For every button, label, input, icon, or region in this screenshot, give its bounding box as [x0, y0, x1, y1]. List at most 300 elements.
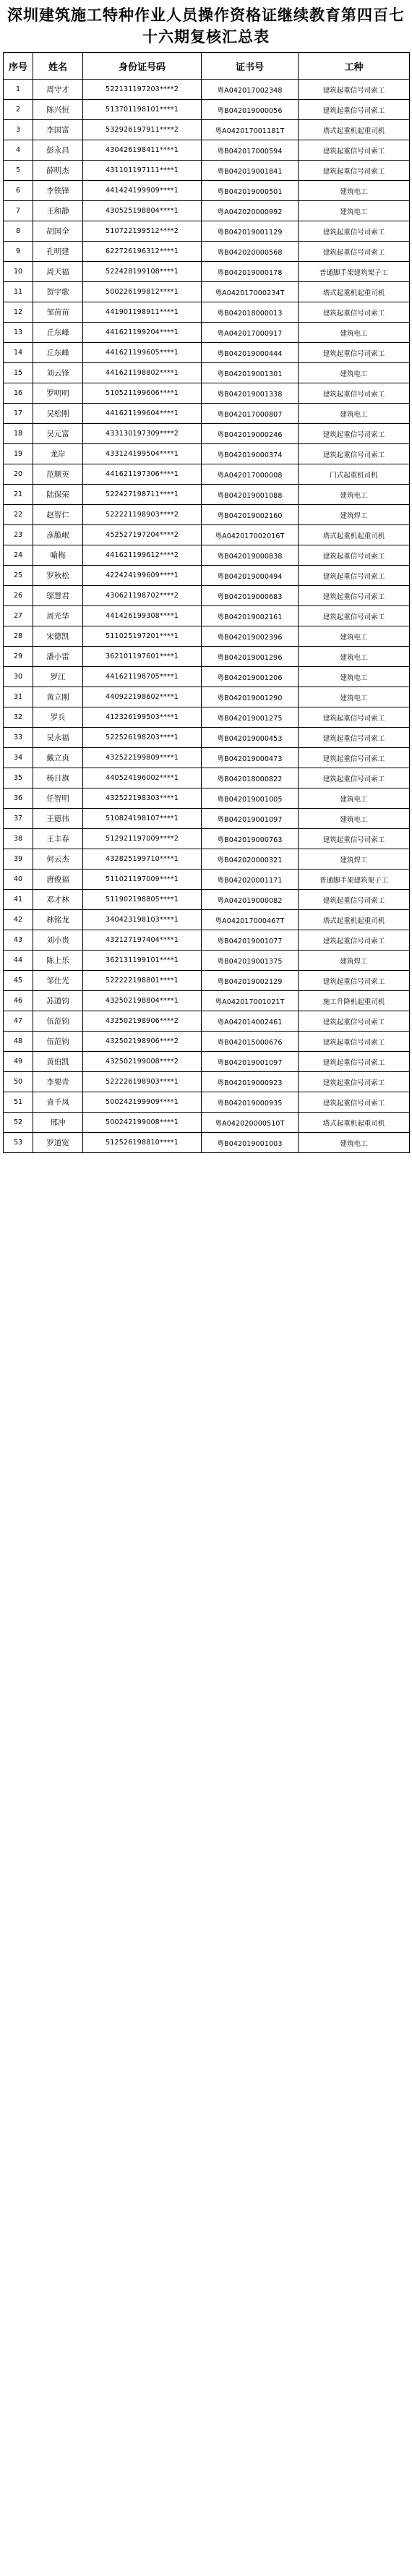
name-cell: 伍范钧 [33, 1011, 83, 1032]
id-cell: 522427198711****1 [83, 485, 202, 505]
type-cell: 建筑起重信号司索工 [299, 1052, 410, 1072]
name-cell: 唐俊福 [33, 870, 83, 890]
cert-cell: 粤B042019002160 [202, 505, 299, 525]
table-row [4, 788, 410, 809]
table-row [4, 221, 410, 242]
type-cell: 建筑电工 [299, 1133, 410, 1153]
cert-cell: 粤B042019000923 [202, 1072, 299, 1092]
type-cell: 建筑起重信号司索工 [299, 1032, 410, 1052]
type-cell: 建筑起重信号司索工 [299, 100, 410, 120]
table-row [4, 829, 410, 849]
name-cell: 伍范钧 [33, 1032, 83, 1052]
type-cell: 施工升降机起重司机 [299, 991, 410, 1011]
type-cell: 塔式起重机起重司机 [299, 525, 410, 545]
no-cell: 36 [4, 788, 33, 809]
no-cell: 53 [4, 1133, 33, 1153]
name-cell: 潘小雷 [33, 647, 83, 667]
name-cell: 丘东峰 [33, 343, 83, 363]
cert-cell: 粤A042017001021T [202, 991, 299, 1011]
type-cell: 建筑电工 [299, 788, 410, 809]
no-cell: 9 [4, 242, 33, 262]
id-cell: 522221198903****2 [83, 505, 202, 525]
name-cell: 孔明建 [33, 242, 83, 262]
no-cell: 11 [4, 282, 33, 302]
table-row [4, 282, 410, 302]
cert-cell: 粤B042019001375 [202, 951, 299, 971]
no-cell: 18 [4, 424, 33, 444]
table-row [4, 80, 410, 100]
no-cell: 4 [4, 140, 33, 161]
type-cell: 建筑起重信号司索工 [299, 1011, 410, 1032]
column-header-no: 序号 [4, 53, 33, 80]
cert-cell: 粤B042019000763 [202, 829, 299, 849]
table-row [4, 566, 410, 586]
type-cell: 建筑电工 [299, 647, 410, 667]
id-cell: 500242199909****1 [83, 1092, 202, 1113]
type-cell: 建筑电工 [299, 404, 410, 424]
id-cell: 510824198107****1 [83, 809, 202, 829]
name-cell: 王德伟 [33, 809, 83, 829]
cert-cell: 粤B042019001097 [202, 809, 299, 829]
id-cell: 422424199609****1 [83, 566, 202, 586]
type-cell: 建筑起重信号司索工 [299, 161, 410, 181]
id-cell: 431101197111****1 [83, 161, 202, 181]
type-cell: 建筑电工 [299, 626, 410, 647]
table-row [4, 586, 410, 606]
name-cell: 罗江 [33, 667, 83, 687]
no-cell: 45 [4, 971, 33, 991]
cert-cell: 粤B042019001275 [202, 707, 299, 728]
no-cell: 21 [4, 485, 33, 505]
name-cell: 喻梅 [33, 545, 83, 566]
cert-cell: 粤A042017000917 [202, 323, 299, 343]
cert-cell: 粤B042019000056 [202, 100, 299, 120]
table-row [4, 100, 410, 120]
type-cell: 建筑起重信号司索工 [299, 545, 410, 566]
type-cell: 门式起重机司机 [299, 464, 410, 485]
cert-cell: 粤B042019000473 [202, 748, 299, 768]
no-cell: 37 [4, 809, 33, 829]
name-cell: 宋德凯 [33, 626, 83, 647]
no-cell: 12 [4, 302, 33, 323]
cert-cell: 粤B042019001088 [202, 485, 299, 505]
table-row [4, 687, 410, 707]
name-cell: 戴立贞 [33, 748, 83, 768]
id-cell: 340423198103****1 [83, 910, 202, 930]
cert-cell: 粤B042019001005 [202, 788, 299, 809]
name-cell: 彭永昌 [33, 140, 83, 161]
no-cell: 15 [4, 363, 33, 383]
cert-cell: 粤B042019000453 [202, 728, 299, 748]
id-cell: 441621198705****1 [83, 667, 202, 687]
no-cell: 23 [4, 525, 33, 545]
name-cell: 李要青 [33, 1072, 83, 1092]
id-cell: 511021197009****1 [83, 870, 202, 890]
id-cell: 622726196312****1 [83, 242, 202, 262]
id-cell: 362101197601****1 [83, 647, 202, 667]
table-body [4, 80, 410, 1153]
no-cell: 1 [4, 80, 33, 100]
name-cell: 胡国全 [33, 221, 83, 242]
table-row [4, 323, 410, 343]
id-cell: 441424199909****1 [83, 181, 202, 201]
table-row [4, 667, 410, 687]
cert-cell: 粤B042019000838 [202, 545, 299, 566]
name-cell: 袁千凤 [33, 1092, 83, 1113]
type-cell: 塔式起重机起重司机 [299, 282, 410, 302]
no-cell: 29 [4, 647, 33, 667]
cert-cell: 粤B042019002129 [202, 971, 299, 991]
column-header-type: 工种 [299, 53, 410, 80]
table-row [4, 1133, 410, 1153]
name-cell: 陆保荣 [33, 485, 83, 505]
table-row [4, 748, 410, 768]
cert-cell: 粤B042019000178 [202, 262, 299, 282]
name-cell: 薛明杰 [33, 161, 83, 181]
table-header-row [4, 53, 410, 80]
no-cell: 19 [4, 444, 33, 464]
id-cell: 440922198602****1 [83, 687, 202, 707]
no-cell: 33 [4, 728, 33, 748]
no-cell: 35 [4, 768, 33, 788]
name-cell: 杨日旗 [33, 768, 83, 788]
id-cell: 532926197911****2 [83, 120, 202, 140]
table-row [4, 525, 410, 545]
cert-cell: 粤B042019000444 [202, 343, 299, 363]
table-row [4, 242, 410, 262]
name-cell: 邓才林 [33, 890, 83, 910]
summary-table [3, 52, 410, 1153]
no-cell: 16 [4, 383, 33, 404]
id-cell: 432522199809****1 [83, 748, 202, 768]
id-cell: 441621199604****1 [83, 404, 202, 424]
cert-cell: 粤A042017000234T [202, 282, 299, 302]
name-cell: 周天福 [33, 262, 83, 282]
table-row [4, 181, 410, 201]
id-cell: 522131197203****2 [83, 80, 202, 100]
table-row [4, 1113, 410, 1133]
cert-cell: 粤B042019002396 [202, 626, 299, 647]
id-cell: 513701198101****1 [83, 100, 202, 120]
type-cell: 建筑起重信号司索工 [299, 566, 410, 586]
column-header-name: 姓名 [33, 53, 83, 80]
column-header-cert: 证书号 [202, 53, 299, 80]
table-row [4, 444, 410, 464]
name-cell: 罗秋松 [33, 566, 83, 586]
cert-cell: 粤B042019001338 [202, 383, 299, 404]
table-row [4, 890, 410, 910]
table-row [4, 464, 410, 485]
no-cell: 17 [4, 404, 33, 424]
table-row [4, 728, 410, 748]
id-cell: 362131199101****1 [83, 951, 202, 971]
table-row [4, 951, 410, 971]
name-cell: 邹仕光 [33, 971, 83, 991]
name-cell: 罗兵 [33, 707, 83, 728]
cert-cell: 粤B042019001841 [202, 161, 299, 181]
id-cell: 430426198411****1 [83, 140, 202, 161]
cert-cell: 粤B042020000568 [202, 242, 299, 262]
name-cell: 任智明 [33, 788, 83, 809]
id-cell: 432522198303****1 [83, 788, 202, 809]
type-cell: 建筑起重信号司索工 [299, 971, 410, 991]
cert-cell: 粤A042017000008 [202, 464, 299, 485]
type-cell: 建筑起重信号司索工 [299, 302, 410, 323]
id-cell: 412326199503****1 [83, 707, 202, 728]
table-row [4, 383, 410, 404]
no-cell: 3 [4, 120, 33, 140]
type-cell: 塔式起重机起重司机 [299, 120, 410, 140]
no-cell: 40 [4, 870, 33, 890]
id-cell: 511902198805****1 [83, 890, 202, 910]
no-cell: 52 [4, 1113, 33, 1133]
name-cell: 王和静 [33, 201, 83, 221]
no-cell: 46 [4, 991, 33, 1011]
id-cell: 511025197201****1 [83, 626, 202, 647]
type-cell: 建筑起重信号司索工 [299, 444, 410, 464]
cert-cell: 粤A042017000467T [202, 910, 299, 930]
table-row [4, 140, 410, 161]
type-cell: 建筑起重信号司索工 [299, 707, 410, 728]
id-cell: 510722199512****2 [83, 221, 202, 242]
name-cell: 罗道宽 [33, 1133, 83, 1153]
cert-cell: 粤A042019000082 [202, 890, 299, 910]
cert-cell: 粤B042019000374 [202, 444, 299, 464]
table-row [4, 363, 410, 383]
no-cell: 24 [4, 545, 33, 566]
id-cell: 432825199710****1 [83, 849, 202, 870]
table-row [4, 991, 410, 1011]
type-cell: 普通脚手架建筑架子工 [299, 870, 410, 890]
id-cell: 433124199504****1 [83, 444, 202, 464]
no-cell: 25 [4, 566, 33, 586]
id-cell: 432502199008****2 [83, 1052, 202, 1072]
table-row [4, 505, 410, 525]
id-cell: 440524196002****1 [83, 768, 202, 788]
id-cell: 441621198802****1 [83, 363, 202, 383]
table-row [4, 1052, 410, 1072]
name-cell: 林铭龙 [33, 910, 83, 930]
type-cell: 建筑电工 [299, 687, 410, 707]
type-cell: 建筑起重信号司索工 [299, 80, 410, 100]
no-cell: 41 [4, 890, 33, 910]
no-cell: 34 [4, 748, 33, 768]
cert-cell: 粤B042020000321 [202, 849, 299, 870]
type-cell: 建筑起重信号司索工 [299, 829, 410, 849]
type-cell: 建筑起重信号司索工 [299, 728, 410, 748]
id-cell: 522526198203****1 [83, 728, 202, 748]
no-cell: 5 [4, 161, 33, 181]
cert-cell: 粤A042017002016T [202, 525, 299, 545]
id-cell: 452527197204****2 [83, 525, 202, 545]
table-row [4, 302, 410, 323]
table-row [4, 971, 410, 991]
type-cell: 塔式起重机起重司机 [299, 910, 410, 930]
table-row [4, 343, 410, 363]
type-cell: 普通脚手架建筑架子工 [299, 262, 410, 282]
cert-cell: 粤A042020000992 [202, 201, 299, 221]
table-row [4, 404, 410, 424]
name-cell: 龙岸 [33, 444, 83, 464]
type-cell: 建筑起重信号司索工 [299, 383, 410, 404]
type-cell: 建筑电工 [299, 201, 410, 221]
cert-cell: 粤B042017000594 [202, 140, 299, 161]
name-cell: 吴永福 [33, 728, 83, 748]
name-cell: 周光华 [33, 606, 83, 626]
type-cell: 塔式起重机起重司机 [299, 1113, 410, 1133]
no-cell: 10 [4, 262, 33, 282]
name-cell: 王丰春 [33, 829, 83, 849]
name-cell: 苏道钧 [33, 991, 83, 1011]
cert-cell: 粤B042018000822 [202, 768, 299, 788]
cert-cell: 粤B042019000935 [202, 1092, 299, 1113]
no-cell: 13 [4, 323, 33, 343]
no-cell: 48 [4, 1032, 33, 1052]
type-cell: 建筑起重信号司索工 [299, 930, 410, 951]
type-cell: 建筑电工 [299, 363, 410, 383]
no-cell: 14 [4, 343, 33, 363]
type-cell: 建筑起重信号司索工 [299, 343, 410, 363]
cert-cell: 粤B042017000807 [202, 404, 299, 424]
id-cell: 500226199812****1 [83, 282, 202, 302]
id-cell: 441621199612****2 [83, 545, 202, 566]
id-cell: 522226198903****1 [83, 1072, 202, 1092]
name-cell: 刘云锋 [33, 363, 83, 383]
cert-cell: 粤B042018000013 [202, 302, 299, 323]
type-cell: 建筑电工 [299, 667, 410, 687]
column-header-id: 身份证号码 [83, 53, 202, 80]
cert-cell: 粤B042019001077 [202, 930, 299, 951]
cert-cell: 粤A042017002348 [202, 80, 299, 100]
type-cell: 建筑焊工 [299, 505, 410, 525]
table-row [4, 768, 410, 788]
cert-cell: 粤B042019000683 [202, 586, 299, 606]
id-cell: 441621197306****1 [83, 464, 202, 485]
type-cell: 建筑起重信号司索工 [299, 768, 410, 788]
no-cell: 28 [4, 626, 33, 647]
table-row [4, 626, 410, 647]
name-cell: 范顺英 [33, 464, 83, 485]
no-cell: 22 [4, 505, 33, 525]
type-cell: 建筑起重信号司索工 [299, 424, 410, 444]
type-cell: 建筑电工 [299, 809, 410, 829]
table-row [4, 545, 410, 566]
name-cell: 刘小贵 [33, 930, 83, 951]
type-cell: 建筑起重信号司索工 [299, 140, 410, 161]
no-cell: 42 [4, 910, 33, 930]
no-cell: 20 [4, 464, 33, 485]
no-cell: 32 [4, 707, 33, 728]
table-row [4, 849, 410, 870]
no-cell: 38 [4, 829, 33, 849]
type-cell: 建筑焊工 [299, 951, 410, 971]
name-cell: 李铁锋 [33, 181, 83, 201]
type-cell: 建筑起重信号司索工 [299, 748, 410, 768]
no-cell: 39 [4, 849, 33, 870]
type-cell: 建筑起重信号司索工 [299, 1072, 410, 1092]
cert-cell: 粤A042017001181T [202, 120, 299, 140]
cert-cell: 粤B042019001290 [202, 687, 299, 707]
type-cell: 建筑起重信号司索工 [299, 242, 410, 262]
name-cell: 吴松刚 [33, 404, 83, 424]
cert-cell: 粤A042014002461 [202, 1011, 299, 1032]
type-cell: 建筑起重信号司索工 [299, 890, 410, 910]
id-cell: 500242199008****1 [83, 1113, 202, 1133]
table-row [4, 1032, 410, 1052]
id-cell: 510521199606****1 [83, 383, 202, 404]
cert-cell: 粤B042019001206 [202, 667, 299, 687]
type-cell: 建筑起重信号司索工 [299, 1092, 410, 1113]
name-cell: 陈上乐 [33, 951, 83, 971]
table-row [4, 1092, 410, 1113]
table-row [4, 424, 410, 444]
name-cell: 邹苗苗 [33, 302, 83, 323]
cert-cell: 粤B042019001296 [202, 647, 299, 667]
no-cell: 50 [4, 1072, 33, 1092]
name-cell: 邢冲 [33, 1113, 83, 1133]
table-row [4, 1072, 410, 1092]
cert-cell: 粤B042019002161 [202, 606, 299, 626]
table-row [4, 606, 410, 626]
name-cell: 黄立刚 [33, 687, 83, 707]
name-cell: 黄伯凯 [33, 1052, 83, 1072]
table-row [4, 262, 410, 282]
name-cell: 彦脆岷 [33, 525, 83, 545]
name-cell: 何云杰 [33, 849, 83, 870]
page-title: 深圳建筑施工特种作业人员操作资格证继续教育第四百七十六期复核汇总表 [7, 6, 405, 46]
table-row [4, 120, 410, 140]
id-cell: 441621199204****1 [83, 323, 202, 343]
no-cell: 44 [4, 951, 33, 971]
cert-cell: 粤B042019001003 [202, 1133, 299, 1153]
table-row [4, 161, 410, 181]
type-cell: 建筑电工 [299, 323, 410, 343]
name-cell: 邬慧君 [33, 586, 83, 606]
name-cell: 罗明明 [33, 383, 83, 404]
id-cell: 441901198911****1 [83, 302, 202, 323]
id-cell: 522428199108****1 [83, 262, 202, 282]
no-cell: 6 [4, 181, 33, 201]
name-cell: 丘东峰 [33, 323, 83, 343]
no-cell: 8 [4, 221, 33, 242]
type-cell: 建筑焊工 [299, 849, 410, 870]
table-row [4, 910, 410, 930]
id-cell: 433130197309****2 [83, 424, 202, 444]
cert-cell: 粤B042019000501 [202, 181, 299, 201]
no-cell: 30 [4, 667, 33, 687]
table-row [4, 647, 410, 667]
type-cell: 建筑电工 [299, 485, 410, 505]
type-cell: 建筑起重信号司索工 [299, 606, 410, 626]
table-row [4, 930, 410, 951]
cert-cell: 粤B042020001171 [202, 870, 299, 890]
name-cell: 李国富 [33, 120, 83, 140]
no-cell: 27 [4, 606, 33, 626]
no-cell: 51 [4, 1092, 33, 1113]
id-cell: 432502198804****1 [83, 991, 202, 1011]
name-cell: 吴元富 [33, 424, 83, 444]
type-cell: 建筑起重信号司索工 [299, 221, 410, 242]
table-row [4, 870, 410, 890]
cert-cell: 粤B042019000246 [202, 424, 299, 444]
type-cell: 建筑电工 [299, 181, 410, 201]
no-cell: 49 [4, 1052, 33, 1072]
name-cell: 周守才 [33, 80, 83, 100]
no-cell: 43 [4, 930, 33, 951]
id-cell: 512921197009****2 [83, 829, 202, 849]
table-row [4, 201, 410, 221]
id-cell: 430621198702****2 [83, 586, 202, 606]
